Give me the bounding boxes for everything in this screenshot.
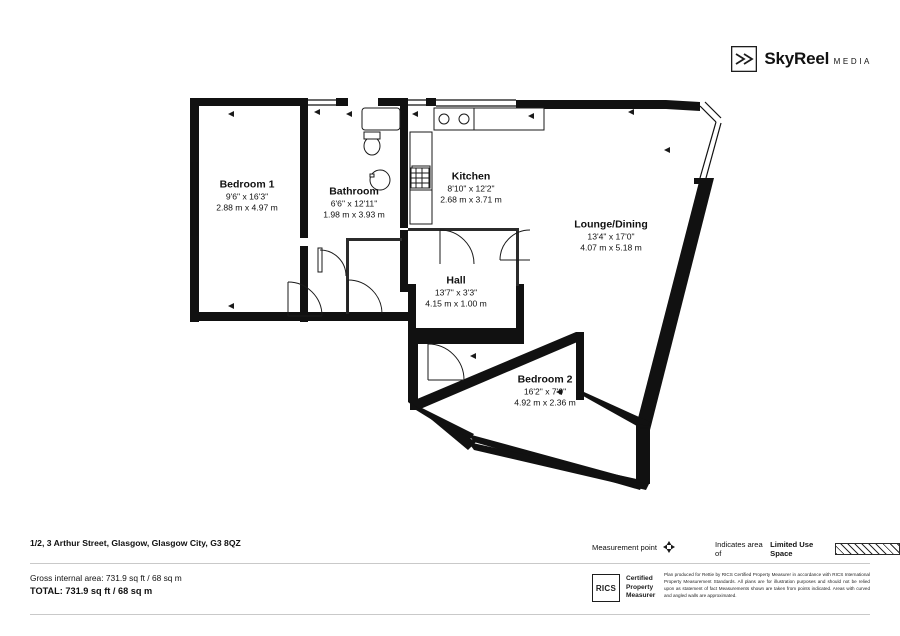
room-label-bedroom-2: Bedroom 2 16'2" x 7'9" 4.92 m x 2.36 m [514,373,576,408]
brand-logo-text [764,50,872,68]
plan-windows [192,100,721,428]
skyreel-logo-icon [731,46,757,72]
area-summary [30,572,182,598]
rics-logo-icon: RICS [592,574,620,602]
rics-line-2: Property [626,583,654,591]
divider-bottom [30,614,870,615]
room-label-kitchen: Kitchen 8'10" x 12'2" 2.68 m x 3.71 m [440,170,502,205]
limited-use-prefix: Indicates area of [715,540,763,558]
rics-badge [592,574,655,602]
measurement-point-icon [662,540,676,554]
room-label-lounge-dining: Lounge/Dining 13'4" x 17'0" 4.07 m x 5.18 m [574,218,648,253]
rics-badge-text [626,575,655,602]
divider-top [30,563,870,564]
property-address: 1/2, 3 Arthur Street, Glasgow, Glasgow City, G3 8QZ [30,538,241,548]
limited-use-strong: Limited Use Space [770,540,814,558]
brand-name-part1: Sky [764,49,795,68]
total-area: TOTAL: 731.9 sq ft / 68 sq m [30,585,153,596]
brand-name-part2: Reel [794,49,830,68]
measurement-point-label: Measurement point [592,542,658,552]
room-label-bedroom-1: Bedroom 1 9'6" x 16'3" 2.88 m x 4.97 m [216,178,278,213]
floor-plan [0,70,900,500]
room-label-bathroom: Bathroom 6'6" x 12'11" 1.98 m x 3.93 m [323,185,385,220]
brand-subtitle: MEDIA [833,57,872,66]
measurement-point-legend [592,540,676,554]
rics-line-1: Certified [626,574,653,582]
gross-internal-area: Gross internal area: 731.9 sq ft / 68 sq m [30,573,182,583]
kitchen-fixtures [410,108,544,224]
brand-logo [731,46,872,72]
room-label-hall: Hall 13'7" x 3'3" 4.15 m x 1.00 m [425,274,487,309]
limited-use-legend [715,540,900,558]
disclaimer-text: Plan produced for Rettie by RICS Certified Property Measurer in accordance with RICS International Property Measurement Standards. All plans are for illustration purposes and should not be relied upon as statement of fact Measurements shown are taken from points indicated. Areas with curved and angled walls are approximated. [664,572,870,598]
rics-line-3: Measurer [626,592,656,600]
limited-use-swatch-icon [835,543,900,555]
